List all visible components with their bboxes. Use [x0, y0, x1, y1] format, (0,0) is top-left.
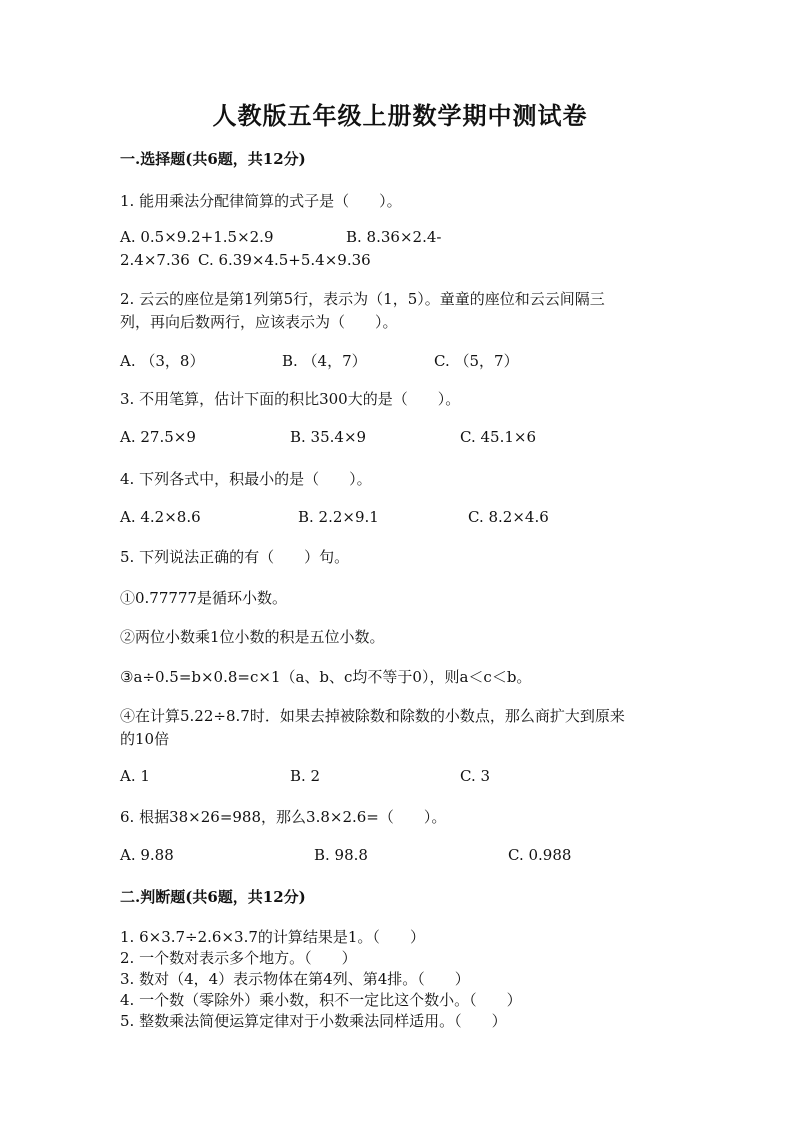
q4-option-a: A. 4.2×8.6: [120, 508, 201, 526]
q3-option-c: C. 45.1×6: [460, 428, 536, 446]
q5-statement-4-line-2: 的10倍: [120, 730, 170, 748]
q5-option-b: B. 2: [290, 767, 321, 785]
q5-statement-3: ③a÷0.5=b×0.8=c×1（a、b、c均不等于0），则a＜c＜b。: [120, 668, 532, 686]
question-6: 6. 根据38×26=988，那么3.8×2.6=（ ）。: [120, 808, 447, 826]
q5-option-c: C. 3: [460, 767, 491, 785]
question-2-line-1: 2. 云云的座位是第1列第5行，表示为（1，5）。童童的座位和云云间隔三: [120, 290, 605, 308]
judgment-item-1: 1. 6×3.7÷2.6×3.7的计算结果是1。（ ）: [120, 928, 425, 946]
judgment-item-4: 4. 一个数（零除外）乘小数，积不一定比这个数小。（ ）: [120, 991, 522, 1009]
section-heading-judgment: 二.判断题(共6题，共12分): [120, 888, 306, 906]
q6-option-a: A. 9.88: [120, 846, 174, 864]
q2-option-b: B. （4，7）: [282, 352, 367, 370]
q1-option-b: B. 8.36×2.4-: [346, 228, 442, 246]
judgment-item-3: 3. 数对（4，4）表示物体在第4列、第4排。（ ）: [120, 970, 470, 988]
question-2-line-2: 列，再向后数两行，应该表示为（ ）。: [120, 313, 398, 331]
page-title: 人教版五年级上册数学期中测试卷: [212, 101, 588, 130]
q2-option-c: C. （5，7）: [434, 352, 519, 370]
q5-statement-1: ①0.77777是循环小数。: [120, 589, 288, 607]
q3-option-a: A. 27.5×9: [120, 428, 196, 446]
q6-option-c: C. 0.988: [508, 846, 572, 864]
judgment-item-5: 5. 整数乘法简便运算定律对于小数乘法同样适用。（ ）: [120, 1012, 507, 1030]
q5-option-a: A. 1: [120, 767, 150, 785]
question-3: 3. 不用笔算，估计下面的积比300大的是（ ）。: [120, 390, 461, 408]
question-1: 1. 能用乘法分配律简算的式子是（ ）。: [120, 192, 402, 210]
q5-statement-4-line-1: ④在计算5.22÷8.7时．如果去掉被除数和除数的小数点，那么商扩大到原来: [120, 707, 625, 725]
q3-option-b: B. 35.4×9: [290, 428, 367, 446]
q1-option-a: A. 0.5×9.2+1.5×2.9: [120, 228, 274, 246]
question-4: 4. 下列各式中，积最小的是（ ）。: [120, 470, 372, 488]
section-heading-choice: 一.选择题(共6题，共12分): [120, 150, 306, 168]
q4-option-c: C. 8.2×4.6: [468, 508, 549, 526]
q2-option-a: A. （3，8）: [120, 352, 205, 370]
judgment-item-2: 2. 一个数对表示多个地方。（ ）: [120, 949, 357, 967]
q6-option-b: B. 98.8: [314, 846, 368, 864]
q1-option-c: C. 6.39×4.5+5.4×9.36: [198, 251, 371, 269]
q5-statement-2: ②两位小数乘1位小数的积是五位小数。: [120, 628, 385, 646]
q1-option-b-cont: 2.4×7.36: [120, 251, 190, 269]
q4-option-b: B. 2.2×9.1: [298, 508, 379, 526]
question-5: 5. 下列说法正确的有（ ）句。: [120, 548, 350, 566]
